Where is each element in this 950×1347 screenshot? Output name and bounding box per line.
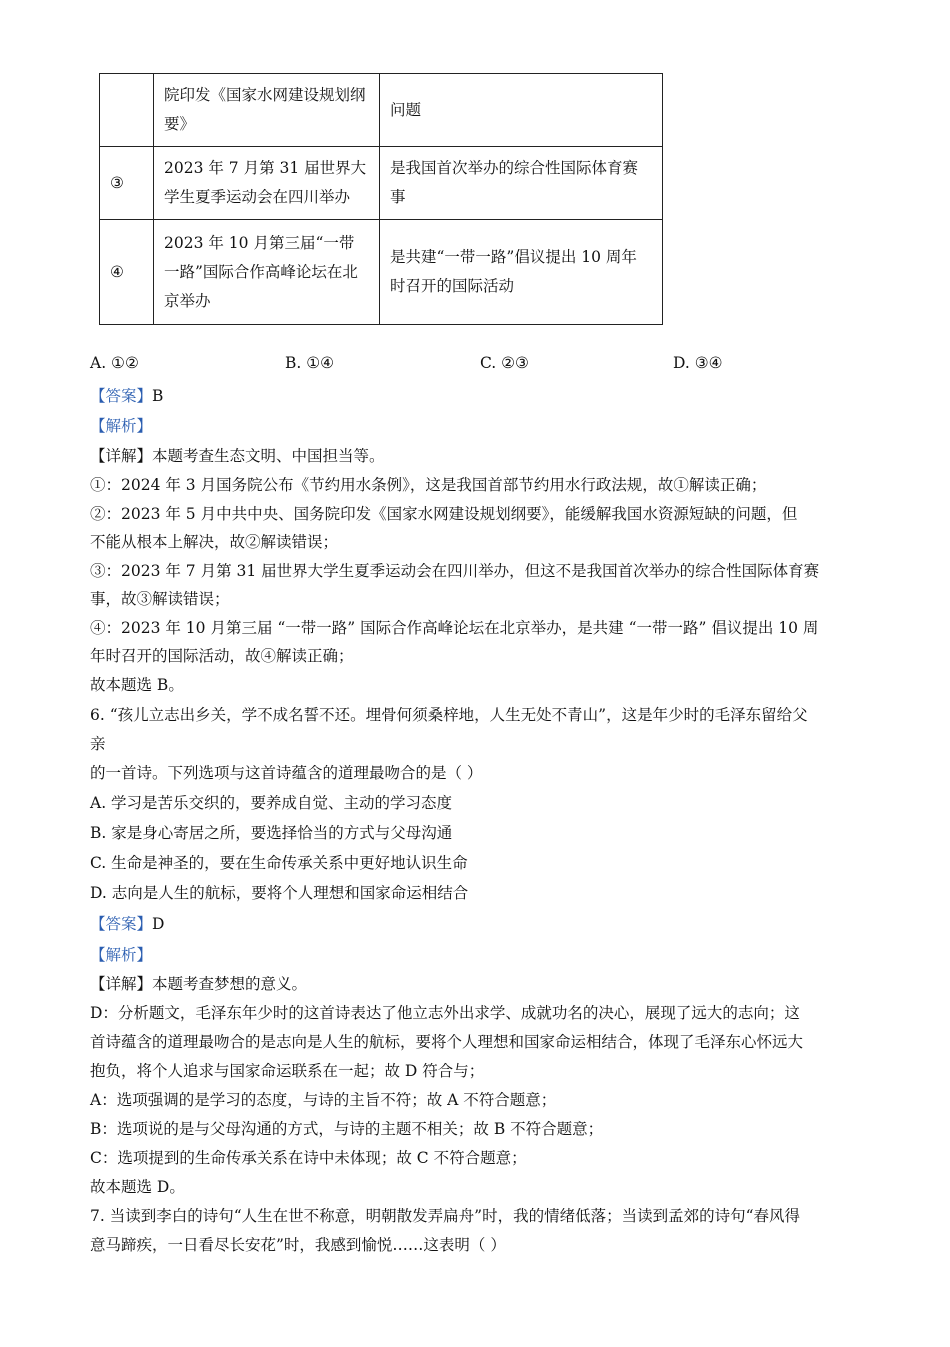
q6-analysis-line: C：选项提到的生命传承关系在诗中未体现；故 C 不符合题意； [90,1149,527,1167]
event-cell: 院印发《国家水网建设规划纲要》 [154,74,380,147]
q6-analysis-line: 【详解】本题考查梦想的意义。 [90,975,308,993]
q5-analysis-line: ④：2023 年 10 月第三届 “一带一路” 国际合作高峰论坛在北京举办，是共建 “一带一路” 倡议提出 10 周 [90,619,819,637]
table-row [100,147,663,220]
q6-analysis-line: A：选项强调的是学习的态度，与诗的主旨不符；故 A 不符合题意； [90,1091,557,1109]
q5-analysis-line: ②：2023 年 5 月中共中央、国务院印发《国家水网建设规划纲要》，能缓解我国水资源短缺的问题，但 [90,505,798,523]
q5-analysis-line: 事，故③解读错误； [90,590,230,608]
q5-analysis-line: 年时召开的国际活动，故④解读正确； [90,647,354,665]
q6-stem-line: 6. “孩儿立志出乡关，学不成名誓不还。埋骨何须桑梓地，人生无处不青山”，这是年少时的毛泽东留给父 [90,706,808,724]
table-row [100,220,663,325]
q5-analysis-line: ③：2023 年 7 月第 31 届世界大学生夏季运动会在四川举办，但这不是我国首次举办的综合性国际体育赛 [90,562,820,580]
analysis-cell: 是共建“一带一路”倡议提出 10 周年时召开的国际活动 [380,220,663,325]
q5-analysis-line: ①：2024 年 3 月国务院公布《节约用水条例》，这是我国首部节约用水行政法规，故①解读正确； [90,476,767,494]
answer-value: B [152,387,164,405]
answer-value: D [152,915,165,933]
q6-analysis-tag: 【解析】 [90,946,153,964]
q6-analysis-line: D：分析题文，毛泽东年少时的这首诗表达了他立志外出求学、成就功名的决心，展现了远大的志向；这 [90,1004,800,1022]
q5-option-c: C. ②③ [480,354,529,372]
event-cell: 2023 年 7 月第 31 届世界大学生夏季运动会在四川举办 [154,147,380,220]
q6-stem-line: 亲 [90,735,106,753]
q6-analysis-line: 故本题选 D。 [90,1178,185,1196]
q6-analysis-line: 首诗蕴含的道理最吻合的是志向是人生的航标，要将个人理想和国家命运相结合，体现了毛泽东心怀远大 [90,1033,804,1051]
row-number: ④ [100,220,154,325]
q6-analysis-line: B：选项说的是与父母沟通的方式，与诗的主题不相关；故 B 不符合题意； [90,1120,604,1138]
row-number [100,74,154,147]
event-cell: 2023 年 10 月第三届“一带一路”国际合作高峰论坛在北京举办 [154,220,380,325]
q7-stem-line: 7. 当读到李白的诗句“人生在世不称意，明朝散发弄扁舟”时，我的情绪低落；当读到孟郊的诗句“春风得 [90,1207,800,1225]
table-row [100,74,663,147]
analysis-cell: 是我国首次举办的综合性国际体育赛事 [380,147,663,220]
answer-tag: 【答案】 [90,387,153,405]
q5-analysis-line: 故本题选 B。 [90,676,184,694]
q5-analysis-line: 【详解】本题考查生态文明、中国担当等。 [90,447,385,465]
q6-option-c: C. 生命是神圣的，要在生命传承关系中更好地认识生命 [90,854,468,872]
q5-answer [90,385,163,407]
q6-answer [90,913,164,935]
q5-option-b: B. ①④ [285,354,335,372]
q6-analysis-line: 抱负，将个人追求与国家命运联系在一起；故 D 符合与； [90,1062,485,1080]
q7-stem-line: 意马蹄疾，一日看尽长安花”时，我感到愉悦……这表明（ ） [90,1236,506,1254]
q6-option-a: A. 学习是苦乐交织的，要养成自觉、主动的学习态度 [90,794,453,812]
q5-options [90,354,870,378]
row-number: ③ [100,147,154,220]
events-table [99,73,663,325]
q5-option-d: D. ③④ [673,354,723,372]
q6-stem-line: 的一首诗。下列选项与这首诗蕴含的道理最吻合的是（ ） [90,764,483,782]
analysis-cell: 问题 [380,74,663,147]
q5-analysis-line: 不能从根本上解决，故②解读错误； [90,533,339,551]
q6-option-b: B. 家是身心寄居之所，要选择恰当的方式与父母沟通 [90,824,453,842]
q6-option-d: D. 志向是人生的航标，要将个人理想和国家命运相结合 [90,884,469,902]
answer-tag: 【答案】 [90,915,153,933]
q5-analysis-tag: 【解析】 [90,417,153,435]
q5-option-a: A. ①② [90,354,139,372]
